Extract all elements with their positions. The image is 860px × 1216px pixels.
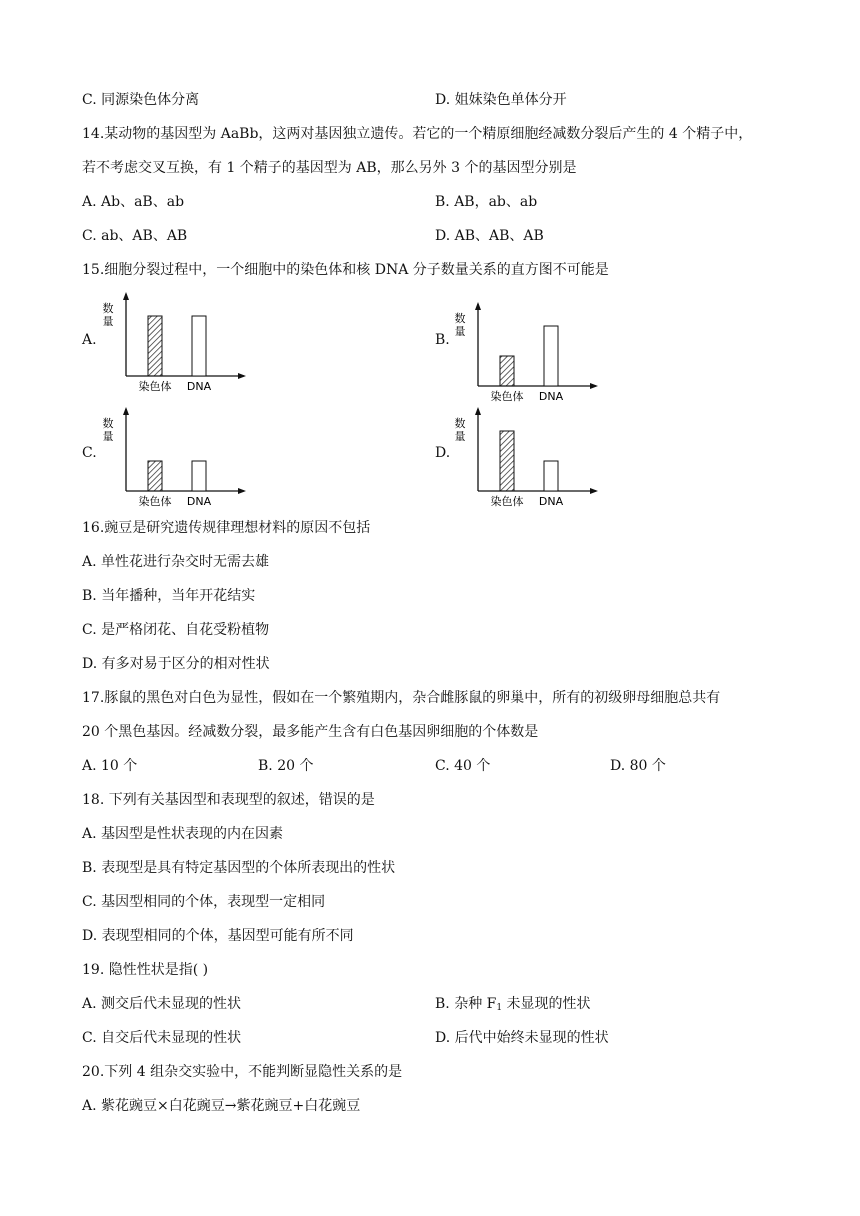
y-axis-arrow-icon [475,302,481,310]
y-axis-arrow-icon [123,407,129,415]
q15-option-a-label: A. [82,332,97,348]
bar-chromosome [500,431,514,491]
x-axis-arrow-icon [238,488,246,494]
q14-option-b: B. AB，ab、ab [435,194,538,210]
y-axis-arrow-icon [123,292,129,300]
q19-option-b-prefix: B. 杂种 F [435,996,497,1012]
q15-chart-d [452,403,602,513]
q17-option-a: A. 10 个 [82,758,138,774]
q15-option-c-label: C. [82,445,97,461]
y-axis-arrow-icon [475,407,481,415]
bar-chromosome [148,461,162,491]
q17-option-c: C. 40 个 [435,758,491,774]
q19-option-b [435,995,591,1017]
bar-chromosome [148,316,162,376]
tick-label-chromosome: 染色体 [490,390,524,403]
tick-label-chromosome: 染色体 [138,380,172,393]
bar-dna [544,461,558,491]
q19-stem: 19. 隐性性状是指( ) [82,962,209,978]
y-axis-label: 量 [454,325,466,338]
q16-option-d: D. 有多对易于区分的相对性状 [82,656,270,672]
tick-label-chromosome: 染色体 [490,495,524,508]
q17-option-d: D. 80 个 [610,758,666,774]
bar-dna [192,461,206,491]
q17-option-b: B. 20 个 [258,758,314,774]
y-axis-label: 数 [102,417,114,430]
q17-stem-line1: 17.豚鼠的黑色对白色为显性，假如在一个繁殖期内，杂合雌豚鼠的卵巢中，所有的初级卵母细胞总共有 [82,690,721,706]
q19-option-b-subscript: 1 [496,1003,503,1013]
q15-stem: 15.细胞分裂过程中，一个细胞中的染色体和核 DNA 分子数量关系的直方图不可能是 [82,262,609,278]
y-axis-label: 数 [454,312,466,325]
q15-chart-b [452,298,602,408]
q18-option-d: D. 表现型相同的个体，基因型可能有所不同 [82,928,354,944]
tick-label-dna: DNA [538,390,564,403]
y-axis-label: 量 [102,430,114,443]
q13-option-c: C. 同源染色体分离 [82,92,200,108]
x-axis-arrow-icon [590,488,598,494]
bar-chromosome [500,356,514,386]
q18-stem: 18. 下列有关基因型和表现型的叙述，错误的是 [82,792,375,808]
q16-option-b: B. 当年播种，当年开花结实 [82,588,256,604]
q14-stem-line2: 若不考虑交叉互换，有 1 个精子的基因型为 AB，那么另外 3 个的基因型分别是 [82,160,577,176]
q14-option-a: A. Ab、aB、ab [82,194,185,210]
q16-option-a: A. 单性花进行杂交时无需去雄 [82,554,270,570]
q19-option-a: A. 测交后代未显现的性状 [82,996,242,1012]
bar-dna [192,316,206,376]
q20-option-a: A. 紫花豌豆×白花豌豆→紫花豌豆+白花豌豆 [82,1098,361,1114]
q14-stem-line1: 14.某动物的基因型为 AaBb，这两对基因独立遗传。若它的一个精原细胞经减数分裂后产生的 4 个精子中， [82,126,753,142]
y-axis-label: 数 [454,417,466,430]
q17-stem-line2: 20 个黑色基因。经减数分裂，最多能产生含有白色基因卵细胞的个体数是 [82,724,539,740]
tick-label-dna: DNA [538,495,564,508]
q19-option-c: C. 自交后代未显现的性状 [82,1030,242,1046]
q19-option-b-suffix: 未显现的性状 [506,996,591,1012]
x-axis-arrow-icon [238,373,246,379]
q18-option-b: B. 表现型是具有特定基因型的个体所表现出的性状 [82,860,396,876]
q18-option-c: C. 基因型相同的个体，表现型一定相同 [82,894,326,910]
q15-chart-c [100,403,250,513]
tick-label-chromosome: 染色体 [138,495,172,508]
q14-option-d: D. AB、AB、AB [435,228,544,244]
q18-option-a: A. 基因型是性状表现的内在因素 [82,826,284,842]
y-axis-label: 数 [102,302,114,315]
tick-label-dna: DNA [186,380,212,393]
bar-dna [544,326,558,386]
q15-chart-a [100,288,250,398]
q14-option-c: C. ab、AB、AB [82,228,188,244]
q16-option-c: C. 是严格闭花、自花受粉植物 [82,622,270,638]
y-axis-label: 量 [454,430,466,443]
q16-stem: 16.豌豆是研究遗传规律理想材料的原因不包括 [82,520,371,536]
q13-option-d: D. 姐妹染色单体分开 [435,92,567,108]
q20-stem: 20.下列 4 组杂交实验中，不能判断显隐性关系的是 [82,1064,403,1080]
tick-label-dna: DNA [186,495,212,508]
q15-option-b-label: B. [435,332,450,348]
x-axis-arrow-icon [590,383,598,389]
q19-option-d: D. 后代中始终未显现的性状 [435,1030,609,1046]
q15-option-d-label: D. [435,445,451,461]
y-axis-label: 量 [102,315,114,328]
